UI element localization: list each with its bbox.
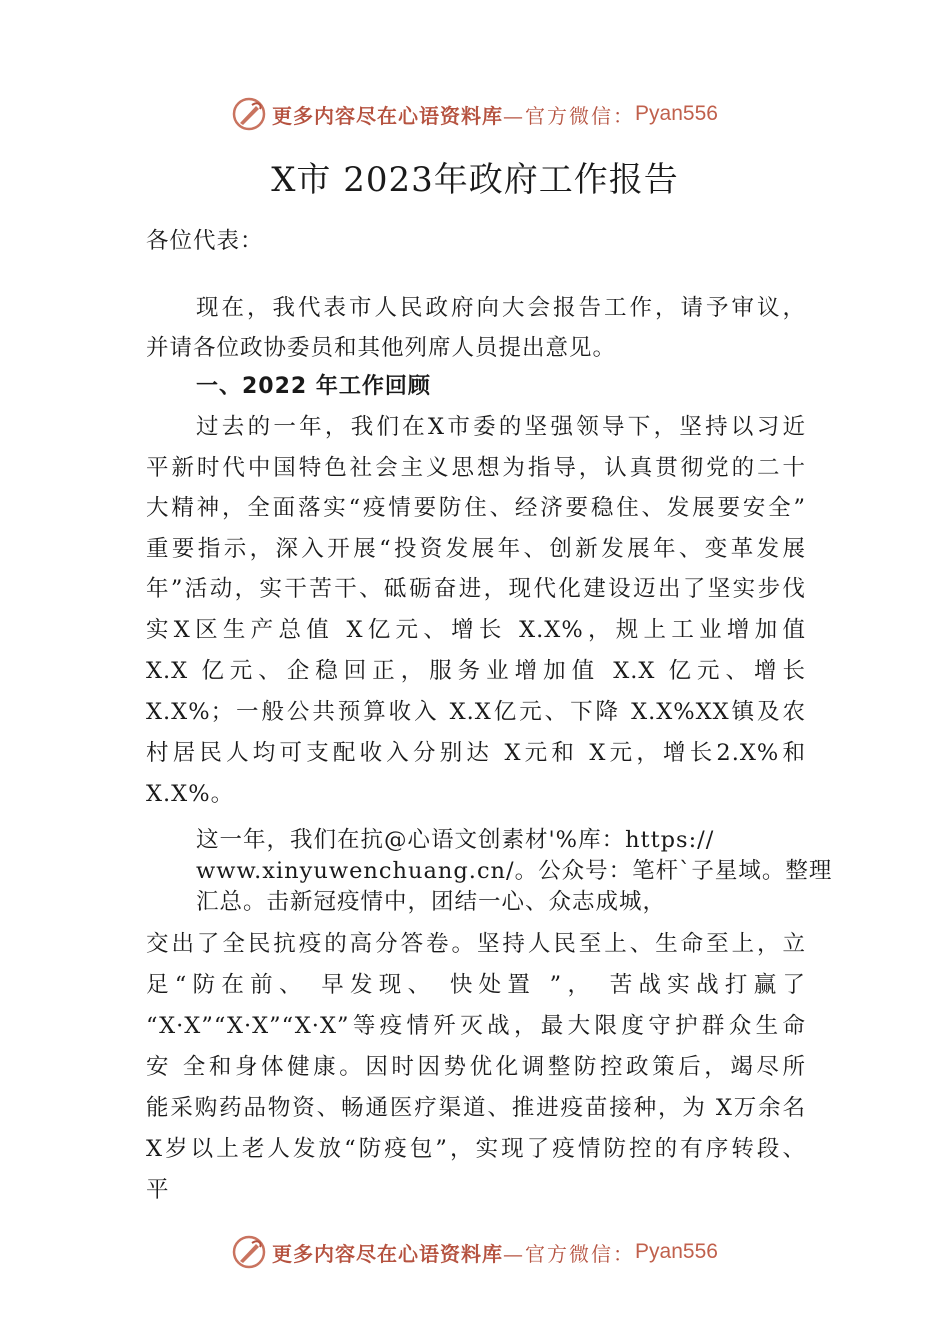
paragraph-line: www.xinyuwenchuang.cn/。公众号：笔杆`子星域。整理 [196, 858, 833, 884]
paragraph-line: X岁以上老人发放“防疫包”，实现了疫情防控的有序转段、 [146, 1136, 806, 1162]
paragraph-line: 重要指示，深入开展“投资发展年、创新发展年、变革发展 [146, 536, 806, 562]
paragraph-line: 大精神，全面落实“疫情要防住、经济要稳住、发展要安全” [146, 495, 806, 521]
document-title: X市 2023年政府工作报告 [271, 160, 679, 200]
paragraph-line: 交出了全民抗疫的高分答卷。坚持人民至上、生命至上，立 [146, 931, 806, 957]
paragraph-line: 实X区生产总值 X亿元、增长 X.X%，规上工业增加值 [146, 617, 806, 643]
paragraph-line: X.X%。 [146, 781, 235, 807]
paragraph-line: 汇总。击新冠疫情中，团结一心、众志成城， [196, 889, 667, 915]
salutation: 各位代表： [146, 228, 264, 254]
banner-wechat-id: Pyan556 [635, 102, 718, 125]
section-heading: 一、2022 年工作回顾 [196, 374, 431, 399]
intro-line: 现在，我代表市人民政府向大会报告工作，请予审议， [196, 295, 806, 321]
paragraph-line: 足“防在前、 早发现、 快处置 ”， 苦战实战打赢了 [146, 972, 806, 998]
banner-wechat-id: Pyan556 [635, 1240, 718, 1263]
footer-banner [0, 1232, 950, 1272]
logo-icon [232, 97, 266, 131]
paragraph-line: X.X 亿元、企稳回正，服务业增加值 X.X 亿元、增长 [146, 658, 806, 684]
paragraph-line: 年”活动，实干苦干、砥砺奋进，现代化建设迈出了坚实步伐 [146, 576, 806, 602]
paragraph-line: X.X%；一般公共预算收入 X.X亿元、下降 X.X%XX镇及农 [146, 699, 806, 725]
paragraph-line: “X·X”“X·X”“X·X”等疫情歼灭战，最大限度守护群众生命 [146, 1013, 806, 1039]
paragraph-line: 这一年，我们在抗@心语文创素材'%库：https:// [196, 827, 715, 853]
banner-main-text: 更多内容尽在心语资料库 [272, 103, 504, 128]
banner-sub-text: —官方微信： [503, 103, 636, 128]
paragraph-line: 过去的一年，我们在X市委的坚强领导下，坚持以习近 [196, 414, 806, 440]
paragraph-line: 安 全和身体健康。因时因势优化调整防控政策后，竭尽所 [146, 1054, 806, 1080]
banner-main-text: 更多内容尽在心语资料库 [272, 1241, 504, 1266]
intro-line: 并请各位政协委员和其他列席人员提出意见。 [146, 335, 617, 361]
paragraph-line: 能采购药品物资、畅通医疗渠道、推进疫苗接种，为 X万余名 [146, 1095, 806, 1121]
paragraph-line: 村居民人均可支配收入分别达 X元和 X元，增长2.X%和 [146, 740, 806, 766]
logo-icon [232, 1235, 266, 1269]
paragraph-line: 平新时代中国特色社会主义思想为指导，认真贯彻党的二十 [146, 455, 806, 481]
paragraph-line: 平 [146, 1177, 170, 1203]
header-banner [0, 94, 950, 134]
banner-sub-text: —官方微信： [503, 1241, 636, 1266]
